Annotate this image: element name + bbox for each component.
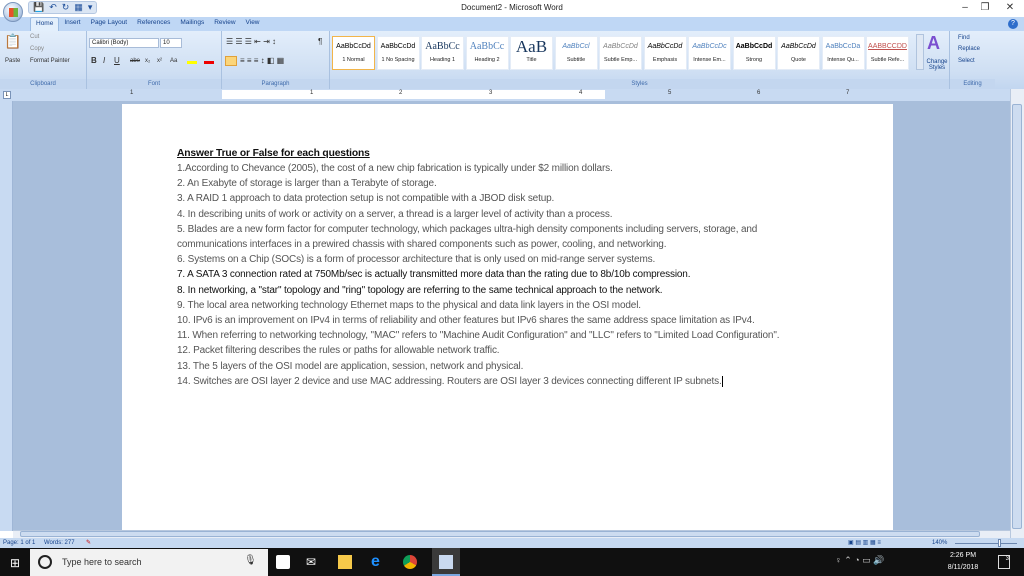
ruler-number: 3 — [489, 90, 493, 96]
question-paragraph: 6. Systems on a Chip (SOCs) is a form of processor architecture that is only used on mid-range server systems. — [177, 254, 656, 266]
microphone-icon[interactable]: 🎙 — [244, 555, 257, 566]
file-explorer-icon[interactable] — [338, 555, 352, 569]
change-styles-icon[interactable]: A — [927, 33, 940, 53]
tab-review[interactable]: Review — [214, 19, 236, 26]
editing-label: Editing — [950, 79, 995, 89]
style-1-normal[interactable] — [332, 36, 375, 70]
style-name: Quote — [791, 57, 806, 63]
show-formatting-button[interactable]: ¶ — [318, 37, 323, 46]
style-name: Strong — [745, 57, 763, 63]
office-button[interactable] — [3, 2, 23, 22]
alignment-icons[interactable]: ≡ ≡ ≡ ↕ ◧ ▦ — [240, 56, 285, 65]
ruler-number: 1 — [130, 90, 134, 96]
ruler-number: 6 — [757, 90, 761, 96]
page-count[interactable]: Page: 1 of 1 — [3, 540, 36, 546]
ribbon — [0, 31, 1024, 89]
style-name: Emphasis — [652, 57, 678, 63]
clock-time[interactable]: 2:26 PM — [949, 552, 977, 559]
style-preview: AaBbCcDd — [781, 43, 816, 50]
undo-icon[interactable]: ↶ — [49, 2, 57, 12]
style-preview: AaBbCcDd — [336, 43, 371, 50]
question-paragraph: 9. The local area networking technology Ethernet maps to the physical and data link layers in the OSI model. — [177, 299, 641, 311]
mail-icon[interactable]: ✉ — [306, 555, 317, 569]
cut-button[interactable]: Cut — [30, 34, 40, 40]
paste-button[interactable]: Paste — [5, 58, 21, 64]
ruler-number: 4 — [579, 90, 583, 96]
copy-button[interactable]: Copy — [30, 46, 45, 52]
help-icon[interactable]: ? — [1008, 19, 1018, 29]
style-preview: AaB — [515, 37, 548, 56]
text-cursor — [722, 376, 723, 387]
change-case-button[interactable]: Aa — [170, 58, 178, 64]
underline-button[interactable]: U — [114, 56, 120, 65]
style-name: Heading 1 — [429, 57, 456, 63]
subscript-button[interactable]: x₂ — [145, 58, 151, 64]
style-preview: AABBCCDD — [868, 43, 907, 50]
style-intense-em-[interactable] — [688, 36, 731, 70]
font-color-button[interactable] — [204, 61, 214, 64]
document-heading: Answer True or False for each questions — [177, 148, 370, 159]
paragraph-group — [222, 31, 330, 89]
window-title: Document2 - Microsoft Word — [461, 3, 563, 12]
align-left-button[interactable] — [225, 56, 237, 66]
office-logo-icon — [9, 8, 18, 17]
clipboard-group — [0, 31, 87, 89]
style-name: Intense Em... — [693, 57, 726, 63]
taskbar-search[interactable] — [30, 549, 268, 576]
vertical-ruler[interactable] — [0, 101, 13, 531]
paste-icon[interactable]: 📋 — [4, 33, 22, 49]
question-paragraph: 4. In describing units of work or activity on a server, a thread is a larger level of activity than a process. — [177, 208, 613, 220]
style-subtitle[interactable] — [555, 36, 598, 70]
chrome-icon[interactable] — [403, 555, 417, 569]
ruler-number: 2 — [399, 90, 403, 96]
tab-mailings[interactable]: Mailings — [180, 19, 205, 26]
tab-insert[interactable]: Insert — [64, 19, 81, 26]
style-preview: AaBbCcl — [562, 43, 590, 50]
style-emphasis[interactable] — [644, 36, 687, 70]
style-preview: AaBbCc — [425, 41, 460, 52]
save-icon[interactable]: 💾 — [33, 2, 45, 12]
style-subtle-emp-[interactable] — [599, 36, 642, 70]
strikethrough-button[interactable]: abe — [130, 58, 141, 64]
view-buttons[interactable]: ▣ ▤ ▥ ▦ ≡ — [848, 540, 881, 546]
style-name: 1 Normal — [342, 57, 365, 63]
tab-page-layout[interactable]: Page Layout — [90, 19, 128, 26]
system-tray-icons[interactable]: ♀ ⌃ ◔ ▭ 🔊 — [835, 555, 885, 565]
question-paragraph: 10. IPv6 is an improvement on IPv4 in terms of reliability and other features but IPv6 shares the same address space limitation as IPv4. — [177, 315, 755, 327]
font-size-select[interactable]: 10 — [160, 38, 182, 48]
search-placeholder: Type here to search — [62, 557, 142, 567]
style-name: 1 No Spacing — [381, 57, 415, 63]
editing-group — [950, 31, 995, 89]
styles-group — [330, 31, 950, 89]
question-paragraph: 5. Blades are a new form factor for computer technology, which packages ultra-high density components including servers, storage, and communications interfaces in a prewired chassis with shared components such as power, cooling, and networking. — [177, 223, 758, 251]
style-1-no-spacing[interactable] — [377, 36, 420, 70]
style-name: Title — [526, 57, 537, 63]
zoom-slider[interactable] — [955, 543, 1017, 544]
style-preview: AaBbCcDd — [647, 43, 683, 50]
tab-selector[interactable]: L — [3, 91, 11, 99]
proofing-icon[interactable]: ✎ — [86, 540, 92, 546]
style-subtle-refe-[interactable] — [866, 36, 909, 70]
tab-home[interactable]: Home — [30, 17, 59, 31]
font-label: Font — [87, 79, 221, 89]
replace-button[interactable]: Replace — [958, 46, 981, 52]
windows-start-icon[interactable]: ⊞ — [10, 556, 21, 570]
customize-qat-icon[interactable]: ▾ — [87, 2, 93, 12]
font-name-select[interactable]: Calibri (Body) — [89, 38, 159, 48]
question-paragraph: 12. Packet filtering describes the rules or paths for allowable network traffic. — [177, 345, 500, 357]
word-icon — [439, 555, 453, 569]
horizontal-scroll-thumb[interactable] — [20, 531, 980, 537]
word-count[interactable]: Words: 277 — [44, 540, 75, 546]
tab-view[interactable]: View — [245, 19, 260, 26]
ribbon-tabs — [0, 17, 1024, 31]
ruler-number: 5 — [668, 90, 672, 96]
style-name: Heading 2 — [474, 57, 500, 63]
question-paragraph: 11. When referring to networking technology, "MAC" refers to "Machine Audit Configuration" and "LLC" refers to "Limited Load Configuration". — [177, 330, 780, 342]
table-icon[interactable]: ▦ — [74, 2, 83, 12]
question-paragraph: 1.According to Chevance (2005), the cost of a new chip fabrication is typically under $2 million dollars. — [177, 163, 613, 174]
bold-button[interactable]: B — [91, 56, 97, 65]
zoom-level[interactable]: 140% — [932, 540, 948, 546]
ruler-number: 7 — [846, 90, 850, 96]
select-button[interactable]: Select — [958, 58, 975, 64]
zoom-slider-thumb[interactable] — [998, 539, 1001, 547]
style-preview: AaBbCcDd — [735, 43, 773, 50]
question-paragraph: 3. A RAID 1 approach to data protection setup is not compatible with a JBOD disk setup. — [177, 193, 555, 205]
style-heading-2[interactable] — [466, 36, 509, 70]
style-intense-qu-[interactable] — [822, 36, 865, 70]
notifications-icon[interactable]: 3 — [998, 555, 1010, 569]
font-group — [87, 31, 222, 89]
style-name: Subtitle — [566, 57, 586, 63]
word-taskbar-button[interactable] — [432, 548, 460, 576]
clipboard-label: Clipboard — [0, 79, 86, 89]
question-paragraph: 2. An Exabyte of storage is larger than a Terabyte of storage. — [177, 178, 437, 190]
style-strong[interactable] — [733, 36, 776, 70]
ruler-number: 1 — [310, 90, 314, 96]
cortana-icon — [38, 555, 52, 569]
style-quote[interactable] — [777, 36, 820, 70]
tab-references[interactable]: References — [137, 19, 171, 26]
store-icon[interactable] — [276, 555, 290, 569]
bullets-icon[interactable]: ☰ ☰ ☰ ⇤ ⇥ ↕ — [226, 37, 277, 46]
vertical-scroll-thumb[interactable] — [1012, 104, 1022, 529]
document-page[interactable] — [122, 104, 893, 530]
question-paragraph: 13. The 5 layers of the OSI model are application, session, network and physical. — [177, 360, 524, 372]
style-preview: AaBbCcDc — [692, 43, 727, 50]
restore-button[interactable]: ❐ — [980, 2, 990, 13]
status-bar — [0, 538, 1024, 548]
clock-date[interactable]: 8/11/2018 — [947, 564, 979, 571]
style-name: Subtle Emp... — [603, 57, 638, 63]
redo-icon[interactable]: ↻ — [61, 2, 70, 12]
style-preview: AaBbCcDd — [380, 43, 416, 50]
italic-button[interactable]: I — [103, 56, 106, 65]
format-painter-button[interactable]: Format Painter — [30, 58, 70, 64]
style-name: Subtle Refe... — [870, 57, 905, 63]
question-paragraph: 14. Switches are OSI layer 2 device and use MAC addressing. Routers are OSI layer 3 devices connecting different IP subnets. — [177, 375, 722, 387]
styles-scroll[interactable] — [916, 34, 924, 70]
paragraph-label: Paragraph — [222, 79, 329, 89]
find-button[interactable]: Find — [958, 35, 970, 41]
highlight-color-button[interactable] — [187, 61, 197, 64]
style-heading-1[interactable] — [421, 36, 464, 70]
ruler-text-area — [222, 90, 605, 99]
question-paragraph: 7. A SATA 3 connection rated at 750Mb/sec is actually transmitted more data than the rating due to 8b/10b compression. — [177, 269, 691, 281]
document-body[interactable] — [177, 146, 807, 389]
style-preview: AaBbCcDd — [603, 43, 638, 50]
minimize-button[interactable]: – — [962, 2, 968, 13]
superscript-button[interactable]: x² — [157, 58, 162, 64]
edge-icon[interactable]: e — [371, 553, 380, 570]
style-preview: AaBbCc — [469, 41, 505, 52]
style-preview: AaBbCcDa — [825, 43, 861, 50]
style-title[interactable] — [510, 36, 553, 70]
question-paragraph: 8. In networking, a "star" topology and "ring" topology are referring to the same technical approach to the network. — [177, 284, 663, 296]
styles-label: Styles — [330, 79, 949, 89]
change-styles-button[interactable]: Change Styles — [926, 59, 948, 71]
style-name: Intense Qu... — [827, 57, 859, 63]
close-button[interactable]: ✕ — [1005, 2, 1015, 13]
